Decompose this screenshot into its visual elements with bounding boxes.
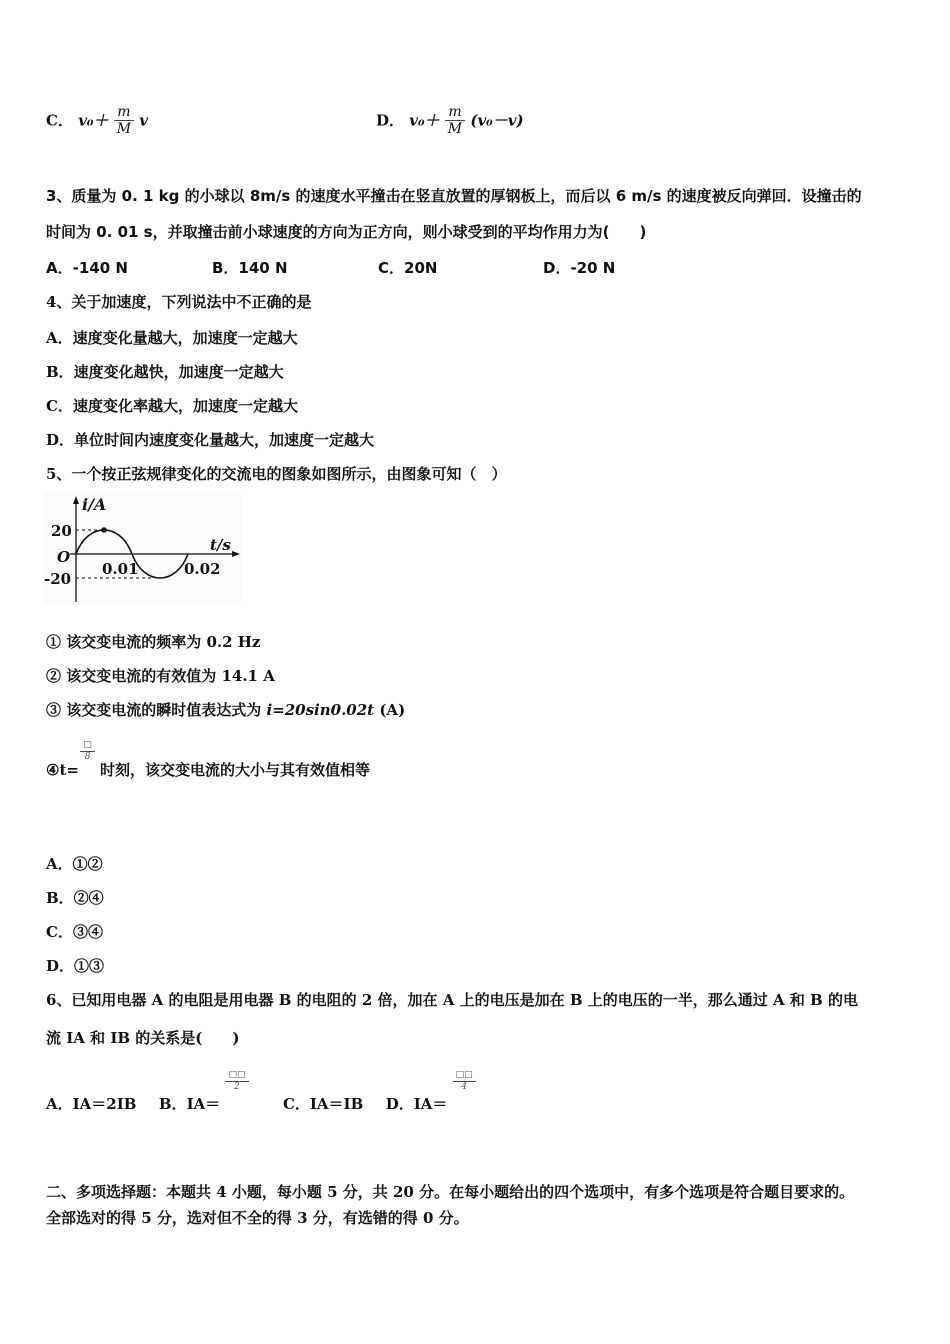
q6-option-b-numerator: □□ <box>225 1070 248 1082</box>
q2-option-c-numerator: m <box>114 104 134 121</box>
q4-option-b: B．速度变化越快，加速度一定越大 <box>46 363 284 381</box>
q2-option-c-denominator: M <box>116 121 132 137</box>
q5-statement-2: ② 该交变电流的有效值为 14.1 A <box>46 667 275 685</box>
q2-option-d <box>376 104 524 137</box>
q5-statement-4-post: 时刻，该交变电流的大小与其有效值相等 <box>99 761 370 779</box>
q4-option-a: A．速度变化量越大，加速度一定越大 <box>46 329 298 347</box>
q2-option-d-fraction <box>445 104 465 137</box>
q6-option-a: A．IA＝2IB <box>46 1095 137 1113</box>
q6-stem-line2: 流 IA 和 IB 的关系是( ) <box>46 1029 240 1047</box>
q2-option-c-fraction <box>114 104 134 137</box>
q5-statement-3-post: (A) <box>374 701 406 719</box>
q3-option-b: B．140 N <box>212 259 288 277</box>
q5-option-c: C．③④ <box>46 923 103 941</box>
origin-label: O <box>57 548 71 566</box>
q5-statement-3-pre: ③ 该交变电流的瞬时值表达式为 <box>46 701 267 719</box>
q5-option-a: A．①② <box>46 855 103 873</box>
q5-ac-graph <box>44 492 242 604</box>
y-tick-negative: -20 <box>44 570 72 588</box>
q5-option-b: B．②④ <box>46 889 104 907</box>
q6-option-b-denominator: 2 <box>234 1082 240 1092</box>
peak-dot <box>101 527 107 533</box>
q5-statement-3 <box>46 700 405 720</box>
q3-option-c: C．20N <box>378 259 438 277</box>
section2-header-line2: 全部选对的得 5 分，选对但不全的得 3 分，有选错的得 0 分。 <box>46 1209 469 1227</box>
q2-option-d-denominator: M <box>447 121 463 137</box>
q6-option-d-numerator: □□ <box>453 1070 476 1082</box>
q5-statement-3-expr: i=20sin0.02t <box>266 701 375 719</box>
y-tick-positive: 20 <box>51 522 72 540</box>
section2-header-line1: 二、多项选择题：本题共 4 小题，每小题 5 分，共 20 分。在每小题给出的四个选项中，有多个选项是符合题目要求的。 <box>46 1183 855 1201</box>
q5-statement-4-numerator: □ <box>80 740 95 752</box>
q6-option-c: C．IA＝IB <box>282 1095 364 1113</box>
x-axis-label: t/s <box>210 536 231 554</box>
q5-statement-1: ① 该交变电流的频率为 0.2 Hz <box>46 633 261 651</box>
q5-option-d: D．①③ <box>46 957 105 975</box>
q3-option-a: A．-140 N <box>46 259 128 277</box>
q5-statement-4 <box>46 740 370 778</box>
q2-option-d-pre: v₀＋ <box>409 111 440 130</box>
q4-option-c: C．速度变化率越大，加速度一定越大 <box>46 397 298 415</box>
q6-options <box>46 1070 476 1112</box>
q3-stem-line1: 3、质量为 0. 1 kg 的小球以 8m/s 的速度水平撞击在竖直放置的厚钢板上，而后以 6 m/s 的速度被反向弹回．设撞击的 <box>46 187 862 205</box>
q5-statement-4-fraction <box>80 740 95 763</box>
q3-option-d: D．-20 N <box>543 259 616 277</box>
q2-option-c <box>46 104 148 137</box>
q6-stem-line1: 6、已知用电器 A 的电阻是用电器 B 的电阻的 2 倍，加在 A 上的电压是加在 B 上的电压的一半，那么通过 A 和 B 的电 <box>46 991 858 1009</box>
x-tick-001: 0.01 <box>102 560 139 578</box>
q3-stem-line2: 时间为 0. 01 s，并取撞击前小球速度的方向为正方向，则小球受到的平均作用力为( ) <box>46 223 647 241</box>
q5-stem: 5、一个按正弦规律变化的交流电的图象如图所示，由图象可知（ ） <box>46 465 507 483</box>
q2-option-c-label: C． <box>46 111 73 130</box>
q2-option-d-label: D． <box>376 111 405 130</box>
q4-stem: 4、关于加速度，下列说法中不正确的是 <box>46 293 312 311</box>
q5-statement-4-pre: ④t= <box>46 761 79 779</box>
q6-option-d-fraction <box>453 1070 476 1093</box>
q2-option-d-post: (v₀－v) <box>470 111 524 130</box>
q6-option-d-denominator: 4 <box>461 1082 468 1092</box>
y-axis-label: i/A <box>82 495 107 514</box>
q2-option-d-numerator: m <box>445 104 465 121</box>
x-tick-002: 0.02 <box>184 560 221 578</box>
q2-option-c-post: v <box>139 111 149 130</box>
q6-option-b-fraction <box>225 1070 248 1093</box>
q6-option-b-pre: B．IA＝ <box>158 1095 221 1113</box>
q2-option-c-pre: v₀＋ <box>78 111 109 130</box>
q6-option-d-pre: D．IA＝ <box>385 1095 448 1113</box>
q5-statement-4-denominator: 8 <box>84 752 91 762</box>
q4-option-d: D．单位时间内速度变化量越大，加速度一定越大 <box>46 431 375 449</box>
